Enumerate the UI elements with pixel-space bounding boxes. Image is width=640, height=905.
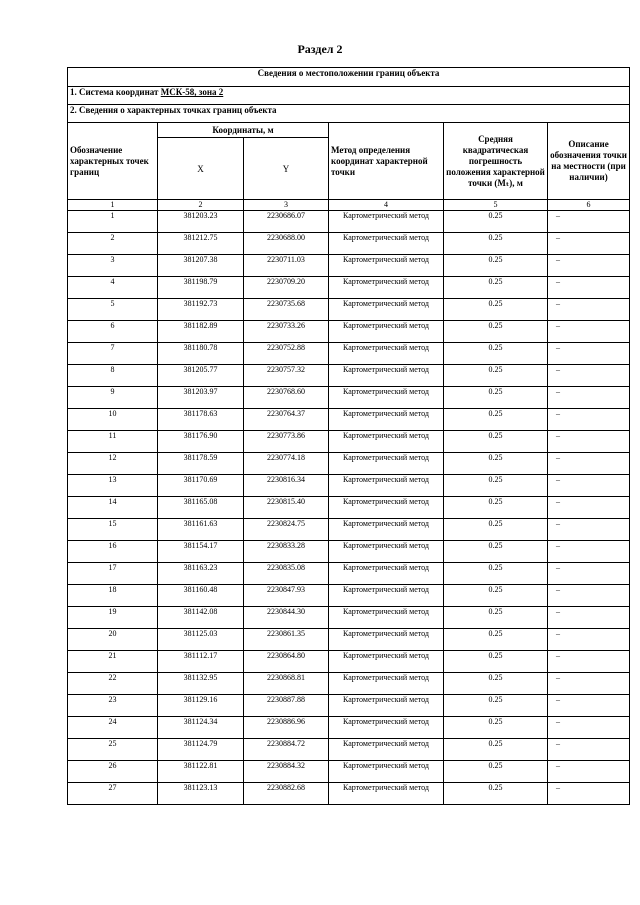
point-number-cell: 24 xyxy=(68,717,158,739)
y-coordinate-cell: 2230816.34 xyxy=(244,475,329,497)
y-coordinate-cell: 2230711.03 xyxy=(244,255,329,277)
table-row xyxy=(68,629,630,651)
method-cell: Картометрический метод xyxy=(329,541,444,563)
point-number-cell: 12 xyxy=(68,453,158,475)
point-number-cell: 13 xyxy=(68,475,158,497)
y-coordinate-cell: 2230884.72 xyxy=(244,739,329,761)
description-cell: – xyxy=(548,365,630,387)
method-cell: Картометрический метод xyxy=(329,211,444,233)
precision-cell: 0.25 xyxy=(444,321,548,343)
x-coordinate-cell: 381207.38 xyxy=(158,255,244,277)
x-coordinate-cell: 381203.23 xyxy=(158,211,244,233)
point-number-cell: 10 xyxy=(68,409,158,431)
table-row xyxy=(68,563,630,585)
coord-system-cell xyxy=(68,87,630,105)
point-number-cell: 16 xyxy=(68,541,158,563)
description-cell: – xyxy=(548,277,630,299)
column-number: 6 xyxy=(548,200,630,211)
precision-cell: 0.25 xyxy=(444,519,548,541)
column-numbers-row xyxy=(68,200,630,211)
x-coordinate-cell: 381192.73 xyxy=(158,299,244,321)
x-coordinate-cell: 381170.69 xyxy=(158,475,244,497)
table-row xyxy=(68,233,630,255)
description-cell: – xyxy=(548,519,630,541)
table-row xyxy=(68,409,630,431)
description-cell: – xyxy=(548,739,630,761)
table-row xyxy=(68,431,630,453)
precision-cell: 0.25 xyxy=(444,497,548,519)
point-number-cell: 23 xyxy=(68,695,158,717)
precision-cell: 0.25 xyxy=(444,629,548,651)
x-coordinate-cell: 381212.75 xyxy=(158,233,244,255)
method-cell: Картометрический метод xyxy=(329,299,444,321)
precision-cell: 0.25 xyxy=(444,651,548,673)
y-coordinate-cell: 2230688.00 xyxy=(244,233,329,255)
table-row xyxy=(68,783,630,805)
x-coordinate-cell: 381176.90 xyxy=(158,431,244,453)
precision-cell: 0.25 xyxy=(444,673,548,695)
method-cell: Картометрический метод xyxy=(329,739,444,761)
table-row xyxy=(68,211,630,233)
header-coords: Координаты, м xyxy=(158,123,329,138)
y-coordinate-cell: 2230868.81 xyxy=(244,673,329,695)
table-row xyxy=(68,255,630,277)
y-coordinate-cell: 2230882.68 xyxy=(244,783,329,805)
description-cell: – xyxy=(548,233,630,255)
coord-system-label: 1. Система координат xyxy=(70,87,161,97)
description-cell: – xyxy=(548,475,630,497)
precision-cell: 0.25 xyxy=(444,299,548,321)
description-cell: – xyxy=(548,563,630,585)
method-cell: Картометрический метод xyxy=(329,761,444,783)
method-cell: Картометрический метод xyxy=(329,673,444,695)
description-cell: – xyxy=(548,783,630,805)
method-cell: Картометрический метод xyxy=(329,629,444,651)
table-row xyxy=(68,585,630,607)
point-number-cell: 2 xyxy=(68,233,158,255)
point-number-cell: 3 xyxy=(68,255,158,277)
y-coordinate-cell: 2230773.86 xyxy=(244,431,329,453)
description-cell: – xyxy=(548,453,630,475)
y-coordinate-cell: 2230752.88 xyxy=(244,343,329,365)
description-cell: – xyxy=(548,497,630,519)
precision-cell: 0.25 xyxy=(444,541,548,563)
point-number-cell: 15 xyxy=(68,519,158,541)
y-coordinate-cell: 2230835.08 xyxy=(244,563,329,585)
method-cell: Картометрический метод xyxy=(329,783,444,805)
point-number-cell: 5 xyxy=(68,299,158,321)
precision-cell: 0.25 xyxy=(444,365,548,387)
point-number-cell: 18 xyxy=(68,585,158,607)
point-number-cell: 20 xyxy=(68,629,158,651)
y-coordinate-cell: 2230833.28 xyxy=(244,541,329,563)
table-row xyxy=(68,739,630,761)
column-number: 4 xyxy=(329,200,444,211)
y-coordinate-cell: 2230709.20 xyxy=(244,277,329,299)
description-cell: – xyxy=(548,211,630,233)
precision-cell: 0.25 xyxy=(444,277,548,299)
x-coordinate-cell: 381163.23 xyxy=(158,563,244,585)
precision-cell: 0.25 xyxy=(444,739,548,761)
table-row xyxy=(68,475,630,497)
method-cell: Картометрический метод xyxy=(329,497,444,519)
x-coordinate-cell: 381124.34 xyxy=(158,717,244,739)
x-coordinate-cell: 381180.78 xyxy=(158,343,244,365)
y-coordinate-cell: 2230735.68 xyxy=(244,299,329,321)
y-coordinate-cell: 2230847.93 xyxy=(244,585,329,607)
point-number-cell: 6 xyxy=(68,321,158,343)
header-method: Метод определения координат характерной точки xyxy=(329,123,444,200)
table-row xyxy=(68,497,630,519)
method-cell: Картометрический метод xyxy=(329,321,444,343)
point-number-cell: 27 xyxy=(68,783,158,805)
y-coordinate-cell: 2230884.32 xyxy=(244,761,329,783)
y-coordinate-cell: 2230774.18 xyxy=(244,453,329,475)
x-coordinate-cell: 381125.03 xyxy=(158,629,244,651)
precision-cell: 0.25 xyxy=(444,453,548,475)
y-coordinate-cell: 2230864.80 xyxy=(244,651,329,673)
y-coordinate-cell: 2230764.37 xyxy=(244,409,329,431)
description-cell: – xyxy=(548,761,630,783)
y-coordinate-cell: 2230886.96 xyxy=(244,717,329,739)
point-number-cell: 25 xyxy=(68,739,158,761)
table-row xyxy=(68,761,630,783)
table-row xyxy=(68,343,630,365)
y-coordinate-cell: 2230844.30 xyxy=(244,607,329,629)
method-cell: Картометрический метод xyxy=(329,387,444,409)
table-row xyxy=(68,673,630,695)
y-coordinate-cell: 2230733.26 xyxy=(244,321,329,343)
table-row xyxy=(68,299,630,321)
column-number: 1 xyxy=(68,200,158,211)
column-number: 5 xyxy=(444,200,548,211)
point-number-cell: 1 xyxy=(68,211,158,233)
method-cell: Картометрический метод xyxy=(329,255,444,277)
x-coordinate-cell: 381182.89 xyxy=(158,321,244,343)
point-number-cell: 22 xyxy=(68,673,158,695)
precision-cell: 0.25 xyxy=(444,409,548,431)
x-coordinate-cell: 381154.17 xyxy=(158,541,244,563)
x-coordinate-cell: 381160.48 xyxy=(158,585,244,607)
precision-cell: 0.25 xyxy=(444,717,548,739)
table-row xyxy=(68,387,630,409)
description-cell: – xyxy=(548,607,630,629)
method-cell: Картометрический метод xyxy=(329,453,444,475)
y-coordinate-cell: 2230768.60 xyxy=(244,387,329,409)
table-row xyxy=(68,541,630,563)
description-cell: – xyxy=(548,695,630,717)
description-cell: – xyxy=(548,321,630,343)
column-number: 3 xyxy=(244,200,329,211)
description-cell: – xyxy=(548,541,630,563)
x-coordinate-cell: 381161.63 xyxy=(158,519,244,541)
x-coordinate-cell: 381124.79 xyxy=(158,739,244,761)
description-cell: – xyxy=(548,409,630,431)
points-heading-row xyxy=(68,105,630,123)
table-row xyxy=(68,607,630,629)
y-coordinate-cell: 2230686.07 xyxy=(244,211,329,233)
method-cell: Картометрический метод xyxy=(329,717,444,739)
description-cell: – xyxy=(548,629,630,651)
y-coordinate-cell: 2230757.32 xyxy=(244,365,329,387)
x-coordinate-cell: 381178.59 xyxy=(158,453,244,475)
header-precision: Средняя квадратическая погрешность положения характерной точки (Mₜ), м xyxy=(444,123,548,200)
point-number-cell: 21 xyxy=(68,651,158,673)
y-coordinate-cell: 2230887.88 xyxy=(244,695,329,717)
precision-cell: 0.25 xyxy=(444,475,548,497)
description-cell: – xyxy=(548,343,630,365)
point-number-cell: 26 xyxy=(68,761,158,783)
x-coordinate-cell: 381205.77 xyxy=(158,365,244,387)
point-number-cell: 7 xyxy=(68,343,158,365)
table-row xyxy=(68,277,630,299)
method-cell: Картометрический метод xyxy=(329,695,444,717)
table-row xyxy=(68,717,630,739)
description-cell: – xyxy=(548,673,630,695)
table-row xyxy=(68,365,630,387)
point-number-cell: 4 xyxy=(68,277,158,299)
description-cell: – xyxy=(548,299,630,321)
method-cell: Картометрический метод xyxy=(329,475,444,497)
page-title: Раздел 2 xyxy=(297,42,343,56)
header-row-1 xyxy=(68,123,630,138)
header-y: Y xyxy=(244,138,329,200)
section-title-row xyxy=(68,68,630,87)
header-point: Обозначение характерных точек границ xyxy=(68,123,158,200)
method-cell: Картометрический метод xyxy=(329,607,444,629)
method-cell: Картометрический метод xyxy=(329,365,444,387)
method-cell: Картометрический метод xyxy=(329,343,444,365)
point-number-cell: 19 xyxy=(68,607,158,629)
x-coordinate-cell: 381123.13 xyxy=(158,783,244,805)
method-cell: Картометрический метод xyxy=(329,563,444,585)
x-coordinate-cell: 381142.08 xyxy=(158,607,244,629)
description-cell: – xyxy=(548,651,630,673)
x-coordinate-cell: 381178.63 xyxy=(158,409,244,431)
table-row xyxy=(68,651,630,673)
y-coordinate-cell: 2230815.40 xyxy=(244,497,329,519)
precision-cell: 0.25 xyxy=(444,585,548,607)
method-cell: Картометрический метод xyxy=(329,585,444,607)
precision-cell: 0.25 xyxy=(444,563,548,585)
column-number: 2 xyxy=(158,200,244,211)
precision-cell: 0.25 xyxy=(444,233,548,255)
x-coordinate-cell: 381198.79 xyxy=(158,277,244,299)
precision-cell: 0.25 xyxy=(444,761,548,783)
description-cell: – xyxy=(548,717,630,739)
header-x: X xyxy=(158,138,244,200)
description-cell: – xyxy=(548,585,630,607)
table-row xyxy=(68,519,630,541)
table-row xyxy=(68,321,630,343)
description-cell: – xyxy=(548,387,630,409)
table-row xyxy=(68,453,630,475)
table-row xyxy=(68,695,630,717)
boundaries-table xyxy=(67,67,630,805)
method-cell: Картометрический метод xyxy=(329,431,444,453)
point-number-cell: 17 xyxy=(68,563,158,585)
method-cell: Картометрический метод xyxy=(329,651,444,673)
x-coordinate-cell: 381132.95 xyxy=(158,673,244,695)
y-coordinate-cell: 2230824.75 xyxy=(244,519,329,541)
coord-system-value: МСК-58, зона 2 xyxy=(160,87,224,97)
precision-cell: 0.25 xyxy=(444,387,548,409)
method-cell: Картометрический метод xyxy=(329,409,444,431)
precision-cell: 0.25 xyxy=(444,343,548,365)
x-coordinate-cell: 381122.81 xyxy=(158,761,244,783)
method-cell: Картометрический метод xyxy=(329,233,444,255)
header-description: Описание обозначения точки на местности (при наличии) xyxy=(548,123,630,200)
precision-cell: 0.25 xyxy=(444,211,548,233)
x-coordinate-cell: 381165.08 xyxy=(158,497,244,519)
description-cell: – xyxy=(548,431,630,453)
y-coordinate-cell: 2230861.35 xyxy=(244,629,329,651)
point-number-cell: 9 xyxy=(68,387,158,409)
precision-cell: 0.25 xyxy=(444,695,548,717)
method-cell: Картометрический метод xyxy=(329,519,444,541)
precision-cell: 0.25 xyxy=(444,607,548,629)
points-heading: 2. Сведения о характерных точках границ объекта xyxy=(68,105,630,123)
point-number-cell: 14 xyxy=(68,497,158,519)
x-coordinate-cell: 381112.17 xyxy=(158,651,244,673)
x-coordinate-cell: 381129.16 xyxy=(158,695,244,717)
precision-cell: 0.25 xyxy=(444,255,548,277)
precision-cell: 0.25 xyxy=(444,431,548,453)
point-number-cell: 8 xyxy=(68,365,158,387)
section-title: Сведения о местоположении границ объекта xyxy=(68,68,630,87)
description-cell: – xyxy=(548,255,630,277)
x-coordinate-cell: 381203.97 xyxy=(158,387,244,409)
precision-cell: 0.25 xyxy=(444,783,548,805)
coord-system-row xyxy=(68,87,630,105)
point-number-cell: 11 xyxy=(68,431,158,453)
method-cell: Картометрический метод xyxy=(329,277,444,299)
